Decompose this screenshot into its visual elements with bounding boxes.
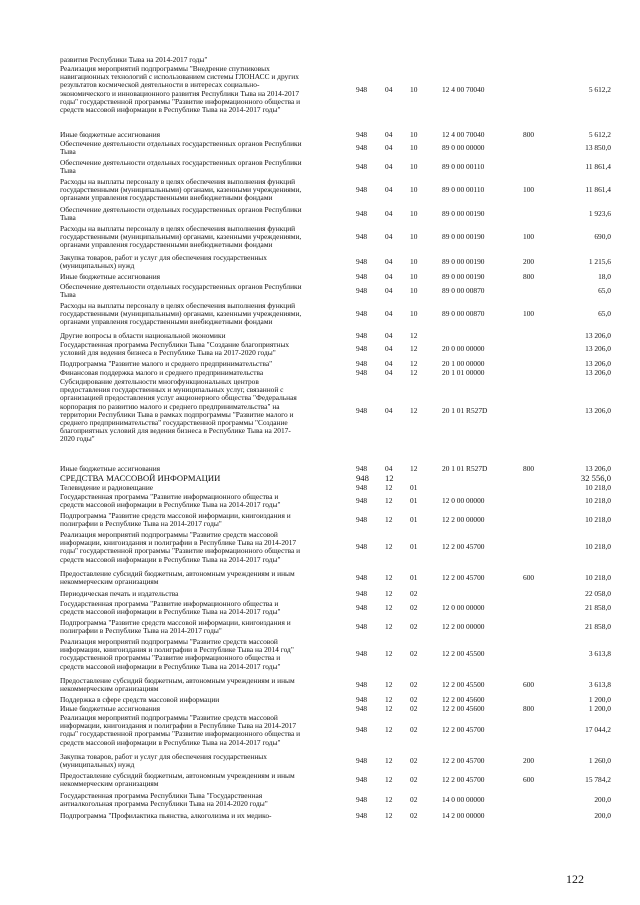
cell-section-code: 12 [385,603,393,613]
row-description: Государственная программа "Развитие информационного общества и средств массовой информации в Республике Тыва на 2014-2017 годы" [60,599,281,617]
cell-expense-type-code: 100 [523,232,535,242]
cell-section-code: 04 [385,405,393,415]
table-row [0,225,640,250]
cell-ved-code: 948 [356,405,368,415]
row-description: Реализация мероприятий подпрограммы "Развитие средств массовой информации, книгоиздания и полиграфии в Республике Тыва на 2014-2017 годы" государственной программы "Развитие информационного общества и средств массовой информации в Республике Тыва на 2014-2017 годы" [60,713,301,747]
row-description: Предоставление субсидий бюджетным, автономным учреждениям и иным некоммерческим организациям [60,771,295,789]
cell-section-code: 04 [385,359,393,368]
cell-subsection-code: 01 [410,573,418,583]
cell-ved-code: 948 [356,232,368,242]
cell-subsection-code: 10 [410,272,418,281]
cell-ved-code: 948 [356,775,368,785]
table-row [0,140,640,156]
table-row [0,531,640,564]
cell-amount: 11 861,4 [585,185,611,195]
cell-target-article-code: 20 1 01 00000 [442,368,485,377]
cell-section-code: 12 [385,515,393,525]
row-description: Расходы на выплаты персоналу в целях обеспечения выполнения функций государственными (муниципальными) органами, казенными учреждениями, органами управления государственными внебюджетными фондами [60,177,302,203]
table-row [0,378,640,444]
row-description: Обеспечение деятельности отдельных государственных органов Республики Тыва [60,282,302,300]
cell-subsection-code: 10 [410,84,418,94]
table-row [0,254,640,270]
cell-expense-type-code: 600 [523,775,535,785]
row-description: Предоставление субсидий бюджетным, автономным учреждениям и иным некоммерческим организациям [60,569,295,587]
cell-target-article-code: 12 2 00 45500 [442,680,485,690]
cell-ved-code: 948 [356,622,368,632]
cell-amount: 17 044,2 [585,725,611,735]
cell-target-article-code: 12 2 00 00000 [442,515,485,525]
cell-ved-code: 948 [356,811,368,820]
cell-section-code: 04 [385,84,393,94]
row-description: Периодическая печать и издательства [60,589,179,598]
cell-expense-type-code: 800 [523,272,535,281]
row-description: Иные бюджетные ассигнования [60,464,161,473]
table-row [0,600,640,616]
cell-target-article-code: 14 2 00 00000 [442,811,485,820]
cell-amount: 1 215,6 [588,257,611,267]
table-row [0,696,640,704]
table-row [0,570,640,586]
row-description: Расходы на выплаты персоналу в целях обеспечения выполнения функций государственными (муниципальными) органами, казенными учреждениями, органами управления государственными внебюджетными фондами [60,224,302,250]
cell-expense-type-code: 200 [523,756,535,766]
cell-target-article-code: 12 2 00 45700 [442,573,485,583]
cell-subsection-code: 02 [410,603,418,613]
table-row [0,56,640,64]
cell-expense-type-code: 600 [523,680,535,690]
cell-subsection-code: 12 [410,405,418,415]
table-row [0,484,640,492]
cell-target-article-code: 89 0 00 00190 [442,272,485,281]
cell-target-article-code: 89 0 00 00000 [442,143,485,153]
cell-amount: 21 858,0 [585,603,611,613]
cell-target-article-code: 12 2 00 45700 [442,756,485,766]
cell-ved-code: 948 [356,209,368,219]
row-description: Государственная программа Республики Тыва "Государственная антиалкогольная программа Республики Тыва на 2014-2020 годы" [60,791,268,809]
cell-ved-code: 948 [356,473,369,483]
cell-amount: 65,0 [598,286,611,296]
cell-section-code: 12 [385,622,393,632]
cell-section-code: 12 [385,695,393,704]
cell-amount: 5 612,2 [588,84,611,94]
row-description: Закупка товаров, работ и услуг для обеспечения государственных (муниципальных) нужд [60,253,267,271]
cell-subsection-code: 02 [410,695,418,704]
cell-section-code: 12 [385,483,393,492]
cell-ved-code: 948 [356,680,368,690]
cell-section-code: 04 [385,331,393,340]
cell-section-code: 12 [385,473,394,483]
table-row [0,283,640,299]
cell-section-code: 12 [385,725,393,735]
cell-subsection-code: 12 [410,464,418,473]
table-row [0,273,640,281]
cell-amount: 10 218,0 [585,573,611,583]
table-row [0,341,640,357]
cell-section-code: 12 [385,795,393,805]
cell-ved-code: 948 [356,143,368,153]
cell-ved-code: 948 [356,589,368,598]
cell-expense-type-code: 200 [523,257,535,267]
cell-ved-code: 948 [356,309,368,319]
cell-section-code: 12 [385,542,393,552]
cell-expense-type-code: 600 [523,573,535,583]
cell-amount: 22 058,0 [585,589,611,598]
row-description: Подпрограмма "Профилактика пьянства, алкоголизма и их медико- [60,811,272,820]
cell-amount: 18,0 [598,272,611,281]
cell-amount: 65,0 [598,309,611,319]
row-description: Предоставление субсидий бюджетным, автономным учреждениям и иным некоммерческим организациям [60,676,295,694]
cell-amount: 13 206,0 [585,359,611,368]
cell-section-code: 04 [385,209,393,219]
cell-subsection-code: 10 [410,143,418,153]
cell-target-article-code: 12 2 00 45600 [442,695,485,704]
cell-target-article-code: 12 0 00 00000 [442,603,485,613]
table-row [0,65,640,114]
cell-ved-code: 948 [356,496,368,506]
cell-amount: 13 206,0 [585,464,611,473]
cell-ved-code: 948 [356,272,368,281]
cell-expense-type-code: 800 [523,130,535,139]
table-row [0,512,640,528]
cell-target-article-code: 12 2 00 45700 [442,775,485,785]
cell-target-article-code: 12 0 00 00000 [442,496,485,506]
row-description: Государственная программа Республики Тыва "Создание благоприятных условий для ведения бизнеса в Республике Тыва на 2017-2020 годы" [60,340,290,358]
table-row [0,332,640,340]
row-description: Подпрограмма "Развитие средств массовой информации, книгоиздания и полиграфии в Республике Тыва на 2014-2017 годы" [60,618,291,636]
cell-target-article-code: 89 0 00 00190 [442,209,485,219]
cell-ved-code: 948 [356,84,368,94]
cell-ved-code: 948 [356,344,368,354]
cell-ved-code: 948 [356,331,368,340]
cell-target-article-code: 89 0 00 00870 [442,286,485,296]
table-row [0,772,640,788]
cell-amount: 1 260,0 [588,756,611,766]
cell-section-code: 04 [385,143,393,153]
cell-amount: 5 612,2 [588,130,611,139]
row-description: Иные бюджетные ассигнования [60,704,161,713]
cell-section-code: 12 [385,680,393,690]
table-row [0,131,640,139]
table-row [0,178,640,203]
row-description: Реализация мероприятий подпрограммы "Развитие средств массовой информации, книгоиздания и полиграфии в Республике Тыва на 2014 год" государственной программы "Развитие информационного общества и средств массовой информации в Республике Тыва на 2014-2017 годы" [60,637,294,671]
table-row [0,812,640,820]
cell-amount: 13 206,0 [585,405,611,415]
page-number: 122 [566,872,584,886]
cell-amount: 15 784,2 [585,775,611,785]
cell-target-article-code: 89 0 00 00110 [442,185,485,195]
cell-subsection-code: 02 [410,622,418,632]
table-row [0,792,640,808]
cell-expense-type-code: 800 [523,704,535,713]
table-row [0,493,640,509]
cell-ved-code: 948 [356,573,368,583]
cell-section-code: 04 [385,272,393,281]
cell-section-code: 04 [385,257,393,267]
cell-target-article-code: 89 0 00 00870 [442,309,485,319]
row-description: Другие вопросы в области национальной экономики [60,331,226,340]
cell-expense-type-code: 100 [523,185,535,195]
cell-section-code: 12 [385,573,393,583]
cell-section-code: 12 [385,704,393,713]
cell-target-article-code: 12 2 00 45700 [442,725,485,735]
cell-section-code: 12 [385,589,393,598]
cell-amount: 690,0 [594,232,611,242]
cell-section-code: 04 [385,344,393,354]
row-description: Иные бюджетные ассигнования [60,130,161,139]
cell-section-code: 12 [385,811,393,820]
cell-amount: 200,0 [594,795,611,805]
cell-target-article-code: 89 0 00 00110 [442,162,485,172]
cell-amount: 13 206,0 [585,344,611,354]
cell-amount: 1 200,0 [588,704,611,713]
cell-subsection-code: 01 [410,496,418,506]
row-description: СРЕДСТВА МАССОВОЙ ИНФОРМАЦИИ [60,473,221,483]
cell-amount: 10 218,0 [585,515,611,525]
cell-subsection-code: 02 [410,795,418,805]
cell-section-code: 04 [385,232,393,242]
cell-target-article-code: 20 0 00 00000 [442,344,485,354]
cell-subsection-code: 10 [410,162,418,172]
row-description: Обеспечение деятельности отдельных государственных органов Республики Тыва [60,205,302,223]
cell-subsection-code: 10 [410,232,418,242]
row-description: Телевидение и радиовещание [60,483,154,492]
cell-amount: 1 200,0 [588,695,611,704]
cell-ved-code: 948 [356,464,368,473]
table-row [0,705,640,713]
table-row [0,159,640,175]
cell-ved-code: 948 [356,756,368,766]
cell-ved-code: 948 [356,603,368,613]
cell-subsection-code: 10 [410,130,418,139]
cell-subsection-code: 12 [410,344,418,354]
cell-amount: 21 858,0 [585,622,611,632]
cell-subsection-code: 01 [410,542,418,552]
cell-target-article-code: 12 4 00 70040 [442,84,485,94]
row-description: Обеспечение деятельности отдельных государственных органов Республики Тыва [60,158,302,176]
table-row [0,302,640,327]
row-description: Субсидирование деятельности многофункциональных центров предоставления государственных и муниципальных услуг, связанной с организацией предоставления услуг акционерного общества "Федеральная корпорация по развитию малого и среднего предпринимательства" на территории Республики Тыва в рамках подпрограммы "Развитие малого и среднего предпринимательства" государственной программы "Создание благоприятных условий для ведения бизнеса в Республике Тыва на 2017- 2020 годы" [60,377,297,444]
cell-ved-code: 948 [356,483,368,492]
cell-section-code: 04 [385,286,393,296]
cell-target-article-code: 89 0 00 00190 [442,257,485,267]
cell-amount: 11 861,4 [585,162,611,172]
table-row [0,474,640,482]
row-description: Государственная программа "Развитие информационного общества и средств массовой информации в Республике Тыва на 2014-2017 годы" [60,492,281,510]
row-description: Реализация мероприятий подпрограммы "Развитие средств массовой информации, книгоиздания и полиграфии в Республике Тыва на 2014-2017 годы" государственной программы "Развитие информационного общества и средств массовой информации в Республике Тыва на 2014-2017 годы" [60,530,301,564]
cell-expense-type-code: 800 [523,464,535,473]
cell-section-code: 04 [385,309,393,319]
table-row [0,369,640,377]
table-row [0,360,640,368]
row-description: Иные бюджетные ассигнования [60,272,161,281]
cell-subsection-code: 02 [410,775,418,785]
cell-ved-code: 948 [356,649,368,659]
table-row [0,753,640,769]
cell-target-article-code: 12 4 00 70040 [442,130,485,139]
cell-target-article-code: 12 2 00 45500 [442,649,485,659]
cell-ved-code: 948 [356,725,368,735]
cell-amount: 13 850,0 [585,143,611,153]
cell-target-article-code: 20 1 00 00000 [442,359,485,368]
cell-section-code: 04 [385,368,393,377]
cell-subsection-code: 10 [410,185,418,195]
cell-subsection-code: 12 [410,359,418,368]
cell-subsection-code: 10 [410,209,418,219]
cell-amount: 1 923,6 [588,209,611,219]
cell-ved-code: 948 [356,542,368,552]
cell-target-article-code: 89 0 00 00190 [442,232,485,242]
cell-subsection-code: 10 [410,257,418,267]
row-description: Реализация мероприятий подпрограммы "Внедрение спутниковых навигационных технологий с использованием системы ГЛОНАСС и других результатов космической деятельности в интересах социально- экономического и инновационного развития Республики Тыва на 2014-2017 годы" государственной программы "Развитие информационного общества и средств массовой информации в Республике Тыва на 2014-2017 годы" [60,64,301,115]
cell-section-code: 12 [385,756,393,766]
cell-subsection-code: 02 [410,811,418,820]
cell-ved-code: 948 [356,130,368,139]
cell-target-article-code: 20 1 01 R527D [442,464,488,473]
cell-amount: 10 218,0 [585,496,611,506]
cell-section-code: 12 [385,649,393,659]
cell-ved-code: 948 [356,359,368,368]
table-row [0,714,640,747]
cell-section-code: 04 [385,185,393,195]
cell-subsection-code: 02 [410,725,418,735]
cell-subsection-code: 10 [410,309,418,319]
cell-subsection-code: 02 [410,704,418,713]
cell-subsection-code: 12 [410,368,418,377]
cell-section-code: 04 [385,130,393,139]
table-row [0,465,640,473]
row-description: Финансовая поддержка малого и среднего предпринимательства [60,368,264,377]
cell-subsection-code: 02 [410,589,418,598]
row-description: Подпрограмма "Развитие малого и среднего предпринимательства" [60,359,273,368]
cell-ved-code: 948 [356,695,368,704]
cell-ved-code: 948 [356,515,368,525]
row-description: Расходы на выплаты персоналу в целях обеспечения выполнения функций государственными (муниципальными) органами, казенными учреждениями, органами управления государственными внебюджетными фондами [60,301,302,327]
table-row [0,638,640,671]
cell-amount: 3 613,8 [588,649,611,659]
cell-section-code: 12 [385,496,393,506]
table-row [0,206,640,222]
row-description: Обеспечение деятельности отдельных государственных органов Республики Тыва [60,139,302,157]
cell-ved-code: 948 [356,257,368,267]
cell-expense-type-code: 100 [523,309,535,319]
cell-amount: 13 206,0 [585,331,611,340]
cell-target-article-code: 14 0 00 00000 [442,795,485,805]
cell-ved-code: 948 [356,185,368,195]
cell-subsection-code: 10 [410,286,418,296]
row-description: Поддержка в сфере средств массовой информации [60,695,220,704]
cell-target-article-code: 12 2 00 45600 [442,704,485,713]
cell-amount: 13 206,0 [585,368,611,377]
cell-target-article-code: 20 1 01 R527D [442,405,488,415]
cell-ved-code: 948 [356,704,368,713]
cell-subsection-code: 12 [410,331,418,340]
cell-section-code: 12 [385,775,393,785]
cell-amount: 200,0 [594,811,611,820]
cell-ved-code: 948 [356,795,368,805]
table-row [0,590,640,598]
cell-subsection-code: 01 [410,483,418,492]
cell-subsection-code: 02 [410,649,418,659]
table-row [0,677,640,693]
row-description: развития Республики Тыва на 2014-2017 годы" [60,55,208,64]
cell-subsection-code: 01 [410,515,418,525]
cell-amount: 3 613,8 [588,680,611,690]
cell-section-code: 04 [385,162,393,172]
cell-amount: 32 556,0 [580,473,611,483]
cell-section-code: 04 [385,464,393,473]
cell-ved-code: 948 [356,162,368,172]
cell-ved-code: 948 [356,368,368,377]
row-description: Подпрограмма "Развитие средств массовой информации, книгоиздания и полиграфии в Республике Тыва на 2014-2017 годы" [60,511,291,529]
cell-amount: 10 218,0 [585,542,611,552]
cell-amount: 10 218,0 [585,483,611,492]
cell-ved-code: 948 [356,286,368,296]
row-description: Закупка товаров, работ и услуг для обеспечения государственных (муниципальных) нужд [60,752,267,770]
table-row [0,619,640,635]
cell-subsection-code: 02 [410,756,418,766]
cell-target-article-code: 12 2 00 00000 [442,622,485,632]
cell-target-article-code: 12 2 00 45700 [442,542,485,552]
cell-subsection-code: 02 [410,680,418,690]
